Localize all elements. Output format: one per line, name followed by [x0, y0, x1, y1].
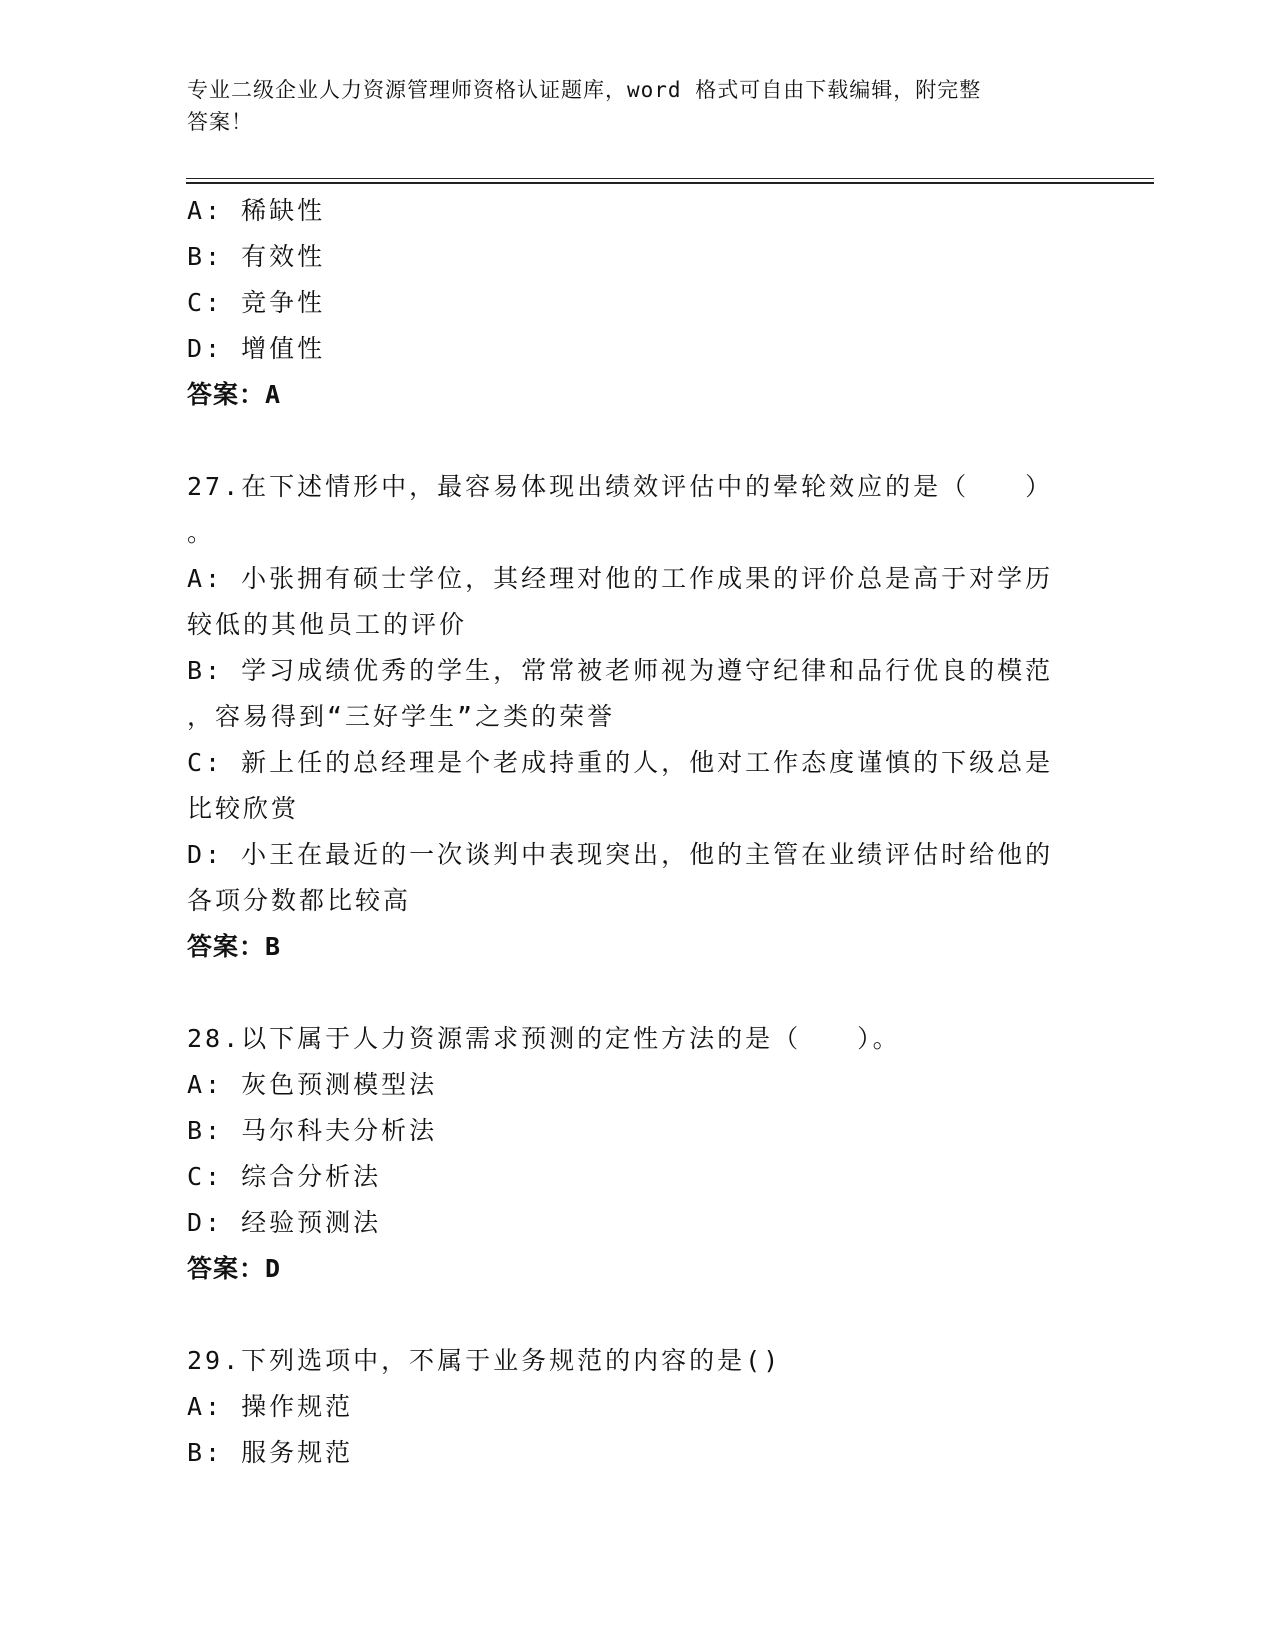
option-b-line-1: B: 学习成绩优秀的学生，常常被老师视为遵守纪律和品行优良的模范: [187, 656, 1054, 685]
option-a: A: 操作规范: [187, 1392, 354, 1421]
question-stem: 29.下列选项中，不属于业务规范的内容的是(): [187, 1346, 782, 1375]
option-d: D: 增值性: [187, 334, 326, 363]
option-d: D: 经验预测法: [187, 1208, 382, 1237]
question-28: [187, 1016, 1087, 1292]
option-d-line-2: 各项分数都比较高: [187, 886, 412, 915]
question-stem: 28.以下属于人力资源需求预测的定性方法的是（ ）。: [187, 1024, 901, 1053]
option-b: B: 有效性: [187, 242, 326, 271]
question-stem: 27.在下述情形中，最容易体现出绩效评估中的晕轮效应的是（ ）: [187, 472, 1054, 501]
question-stem-tail: 。: [187, 518, 216, 547]
option-a: A: 稀缺性: [187, 196, 326, 225]
option-a: A: 灰色预测模型法: [187, 1070, 438, 1099]
question-27: [187, 464, 1087, 970]
option-c: C: 竞争性: [187, 288, 326, 317]
header-line-2: 答案！: [187, 110, 253, 134]
header-rule-thin: [186, 178, 1154, 179]
answer: 答案：D: [187, 1254, 282, 1283]
option-b: B: 服务规范: [187, 1438, 354, 1467]
option-d-line-1: D: 小王在最近的一次谈判中表现突出，他的主管在业绩评估时给他的: [187, 840, 1054, 869]
header-line-1: 专业二级企业人力资源管理师资格认证题库，word 格式可自由下载编辑，附完整: [187, 78, 982, 102]
option-b: B: 马尔科夫分析法: [187, 1116, 438, 1145]
header-rule-thick: [186, 182, 1154, 184]
option-b-line-2: ，容易得到“三好学生”之类的荣誉: [187, 702, 616, 731]
option-c: C: 综合分析法: [187, 1162, 382, 1191]
answer: 答案：B: [187, 932, 282, 961]
question-26: [187, 188, 1087, 418]
option-a-line-1: A: 小张拥有硕士学位，其经理对他的工作成果的评价总是高于对学历: [187, 564, 1054, 593]
question-list: [187, 188, 1087, 1476]
document-header: [187, 74, 1067, 138]
question-29: [187, 1338, 1087, 1476]
answer: 答案：A: [187, 380, 282, 409]
option-a-line-2: 较低的其他员工的评价: [187, 610, 468, 639]
option-c-line-1: C: 新上任的总经理是个老成持重的人，他对工作态度谨慎的下级总是: [187, 748, 1054, 777]
option-c-line-2: 比较欣赏: [187, 794, 300, 823]
